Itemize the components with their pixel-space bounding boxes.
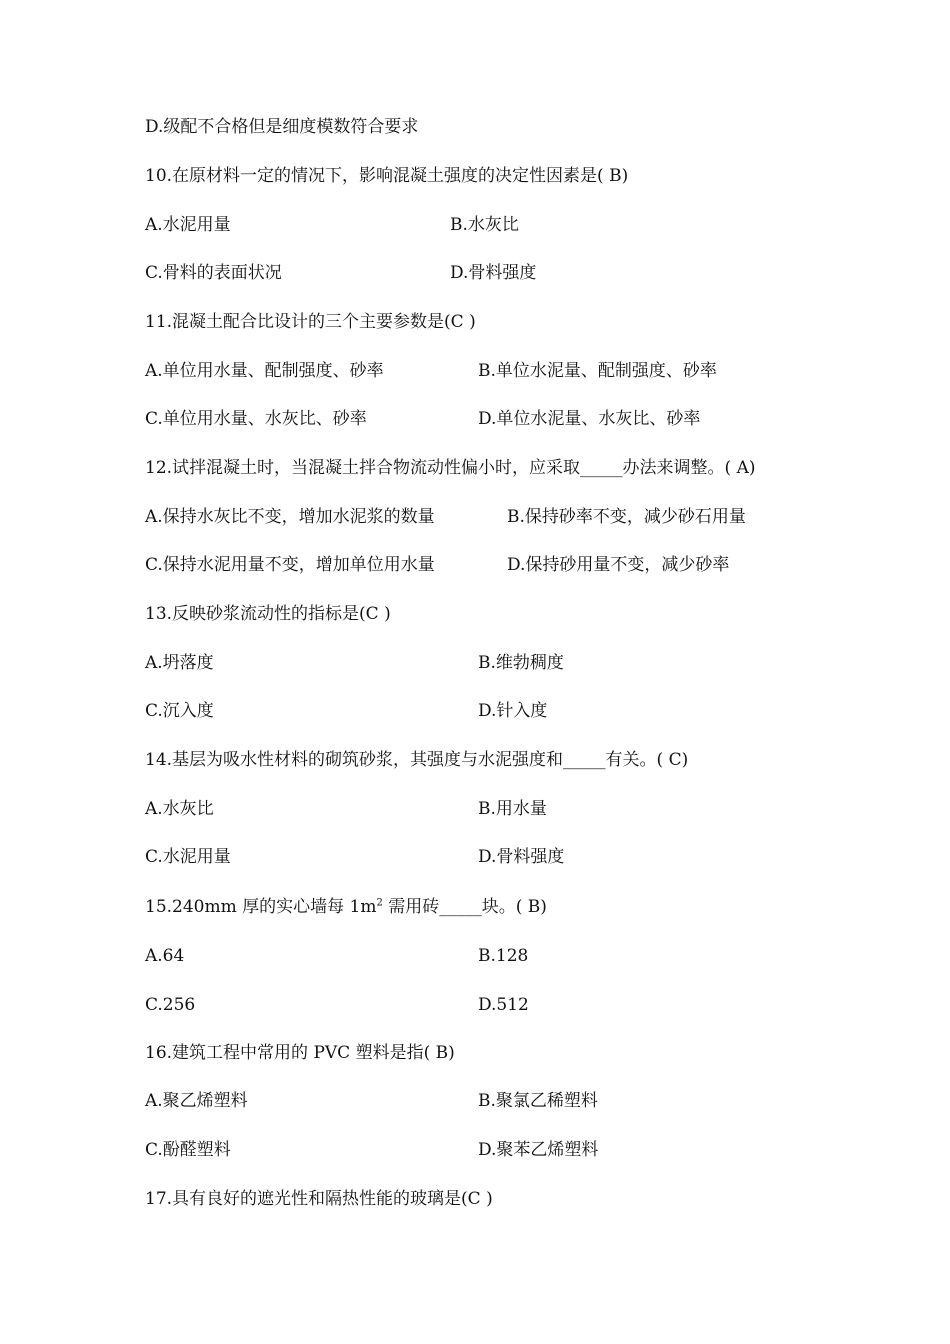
option-b: B.维勃稠度 (478, 653, 564, 673)
options-row (145, 797, 547, 821)
option-b: B.水灰比 (450, 215, 519, 235)
option-b: B.聚氯乙稀塑料 (478, 1091, 598, 1111)
option-a: A.保持水灰比不变，增加水泥浆的数量 (145, 507, 435, 527)
option-b: B.单位水泥量、配制强度、砂率 (478, 361, 717, 381)
option-c: C.256 (145, 995, 196, 1015)
option-a: A.坍落度 (145, 653, 214, 673)
option-b: B.保持砂率不变，减少砂石用量 (507, 507, 746, 527)
option-d: D.512 (478, 995, 529, 1015)
option-d: D.单位水泥量、水灰比、砂率 (478, 409, 701, 429)
option-c: C.保持水泥用量不变，增加单位用水量 (145, 555, 435, 575)
option-a: A.水泥用量 (145, 215, 231, 235)
question-15 (145, 895, 547, 919)
options-row (145, 699, 548, 723)
question-16 (145, 1041, 455, 1065)
question-text: 13.反映砂浆流动性的指标是(C ) (145, 604, 391, 624)
options-row (145, 505, 746, 529)
question-text: 10.在原材料一定的情况下，影响混凝土强度的决定性因素是( B) (145, 166, 629, 186)
option-c: C.单位用水量、水灰比、砂率 (145, 409, 367, 429)
options-row (145, 1138, 599, 1162)
question-text-post: 需用砖_____块。( B) (382, 897, 547, 917)
option-d: D.骨料强度 (450, 263, 537, 283)
option-text (145, 115, 418, 139)
option-b: B.用水量 (478, 799, 547, 819)
option-d: D.保持砂用量不变，减少砂率 (507, 555, 730, 575)
question-12 (145, 456, 755, 480)
options-row (145, 407, 701, 431)
options-row (145, 553, 730, 577)
option-a: A.水灰比 (145, 799, 214, 819)
question-11 (145, 310, 476, 334)
question-text: 12.试拌混凝土时，当混凝土拌合物流动性偏小时，应采取_____办法来调整。( A) (145, 458, 756, 478)
question-10 (145, 164, 628, 188)
option-c: C.沉入度 (145, 701, 214, 721)
question-text: 16.建筑工程中常用的 PVC 塑料是指( B) (145, 1043, 455, 1063)
superscript-2: 2 (376, 897, 383, 909)
option-c: C.水泥用量 (145, 847, 231, 867)
question-17 (145, 1187, 493, 1211)
options-row (145, 651, 564, 675)
question-text: 11.混凝土配合比设计的三个主要参数是(C ) (145, 312, 476, 332)
options-row (145, 213, 519, 237)
option-d: D.骨料强度 (478, 847, 565, 867)
options-row (145, 261, 537, 285)
option-d: D.聚苯乙烯塑料 (478, 1140, 599, 1160)
question-text: 14.基层为吸水性材料的砌筑砂浆，其强度与水泥强度和_____有关。( C) (145, 750, 689, 770)
option-d: D.级配不合格但是细度模数符合要求 (145, 117, 419, 137)
option-c: C.骨料的表面状况 (145, 263, 282, 283)
option-a: A.聚乙烯塑料 (145, 1091, 248, 1111)
question-13 (145, 602, 391, 626)
options-row (145, 845, 565, 869)
option-a: A.单位用水量、配制强度、砂率 (145, 361, 384, 381)
options-row (145, 1089, 598, 1113)
option-c: C.酚醛塑料 (145, 1140, 231, 1160)
option-a: A.64 (145, 946, 185, 966)
question-14 (145, 748, 688, 772)
question-text-pre: 15.240mm 厚的实心墙每 1m (145, 897, 377, 917)
options-row (145, 359, 717, 383)
option-d: D.针入度 (478, 701, 548, 721)
question-text: 17.具有良好的遮光性和隔热性能的玻璃是(C ) (145, 1189, 493, 1209)
option-b: B.128 (478, 946, 529, 966)
options-row (145, 993, 529, 1017)
options-row (145, 944, 529, 968)
